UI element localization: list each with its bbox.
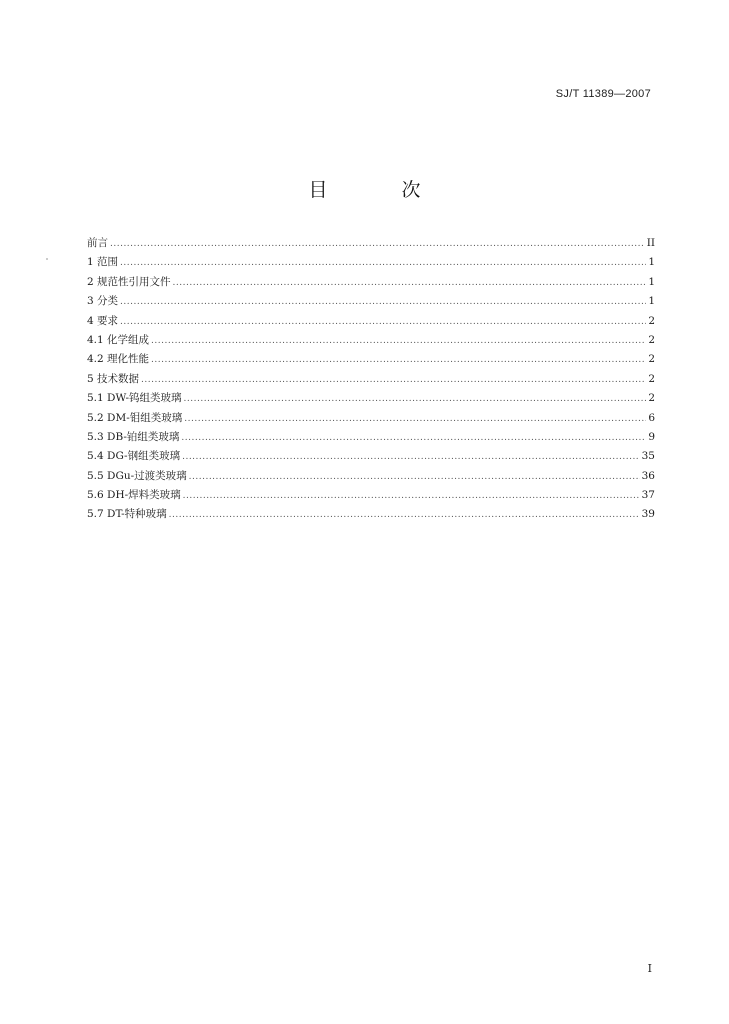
toc-leader-dots (110, 235, 645, 254)
toc-entry-page: 2 (648, 392, 655, 405)
toc-entry-label: 5.5 DGu-过渡类玻璃 (87, 469, 187, 482)
page-number: I (647, 962, 652, 975)
toc-entry-page: 9 (648, 430, 655, 443)
table-of-contents (87, 234, 655, 525)
toc-entry-label: 4.2 理化性能 (87, 353, 150, 366)
toc-entry[interactable] (87, 389, 655, 408)
toc-entry-page: 1 (648, 256, 655, 269)
toc-entry-label: 5 技术数据 (87, 372, 140, 385)
toc-entry-page: 2 (648, 353, 655, 366)
toc-leader-dots (120, 254, 646, 273)
toc-entry[interactable] (87, 292, 655, 311)
toc-leader-dots (184, 410, 646, 429)
toc-entry-page: 2 (648, 372, 655, 385)
toc-entry-page: 1 (648, 295, 655, 308)
toc-entry-page: 35 (641, 450, 655, 463)
toc-entry-page: 37 (641, 489, 655, 502)
toc-entry[interactable] (87, 428, 655, 447)
toc-entry[interactable] (87, 467, 655, 486)
toc-entry[interactable] (87, 486, 655, 505)
toc-entry-label: 3 分类 (87, 295, 119, 308)
toc-leader-dots (182, 448, 640, 467)
toc-entry[interactable] (87, 273, 655, 292)
toc-entry-label: 5.2 DM-钼组类玻璃 (87, 411, 183, 424)
toc-entry[interactable] (87, 447, 655, 466)
toc-entry-label: 1 范围 (87, 256, 119, 269)
standard-code: SJ/T 11389—2007 (555, 88, 651, 100)
toc-leader-dots (189, 468, 640, 487)
toc-entry-page: 6 (648, 411, 655, 424)
toc-leader-dots (181, 429, 646, 448)
toc-entry-label: 5.6 DH-焊料类玻璃 (87, 489, 181, 502)
toc-entry[interactable] (87, 370, 655, 389)
toc-entry-label: 5.4 DG-钢组类玻璃 (87, 450, 181, 463)
toc-leader-dots (141, 371, 646, 390)
toc-entry[interactable] (87, 409, 655, 428)
toc-entry-label: 5.1 DW-钨组类玻璃 (87, 392, 182, 405)
toc-entry[interactable] (87, 253, 655, 272)
toc-entry[interactable] (87, 350, 655, 369)
toc-entry-page: 2 (648, 314, 655, 327)
toc-leader-dots (151, 332, 646, 351)
toc-entry-page: 2 (648, 333, 655, 346)
toc-entry-page: II (646, 237, 655, 249)
scan-speck (46, 258, 48, 260)
toc-leader-dots (169, 506, 640, 525)
toc-leader-dots (120, 313, 646, 332)
toc-entry[interactable] (87, 331, 655, 350)
toc-leader-dots (151, 351, 646, 370)
toc-entry[interactable] (87, 505, 655, 524)
toc-leader-dots (173, 274, 647, 293)
toc-entry[interactable] (87, 234, 655, 253)
toc-leader-dots (183, 487, 640, 506)
toc-entry[interactable] (87, 312, 655, 331)
toc-entry-page: 36 (641, 469, 655, 482)
toc-title: 目 次 (308, 179, 455, 201)
toc-leader-dots (184, 390, 647, 409)
toc-entry-label: 4.1 化学组成 (87, 333, 150, 346)
toc-leader-dots (120, 293, 646, 312)
toc-entry-page: 1 (648, 275, 655, 288)
toc-entry-page: 39 (641, 508, 655, 521)
toc-entry-label: 5.7 DT-特种玻璃 (87, 508, 167, 521)
toc-entry-label: 2 规范性引用文件 (87, 275, 171, 288)
toc-entry-label: 5.3 DB-铂组类玻璃 (87, 430, 180, 443)
toc-entry-label: 前言 (87, 237, 108, 249)
toc-entry-label: 4 要求 (87, 314, 119, 327)
